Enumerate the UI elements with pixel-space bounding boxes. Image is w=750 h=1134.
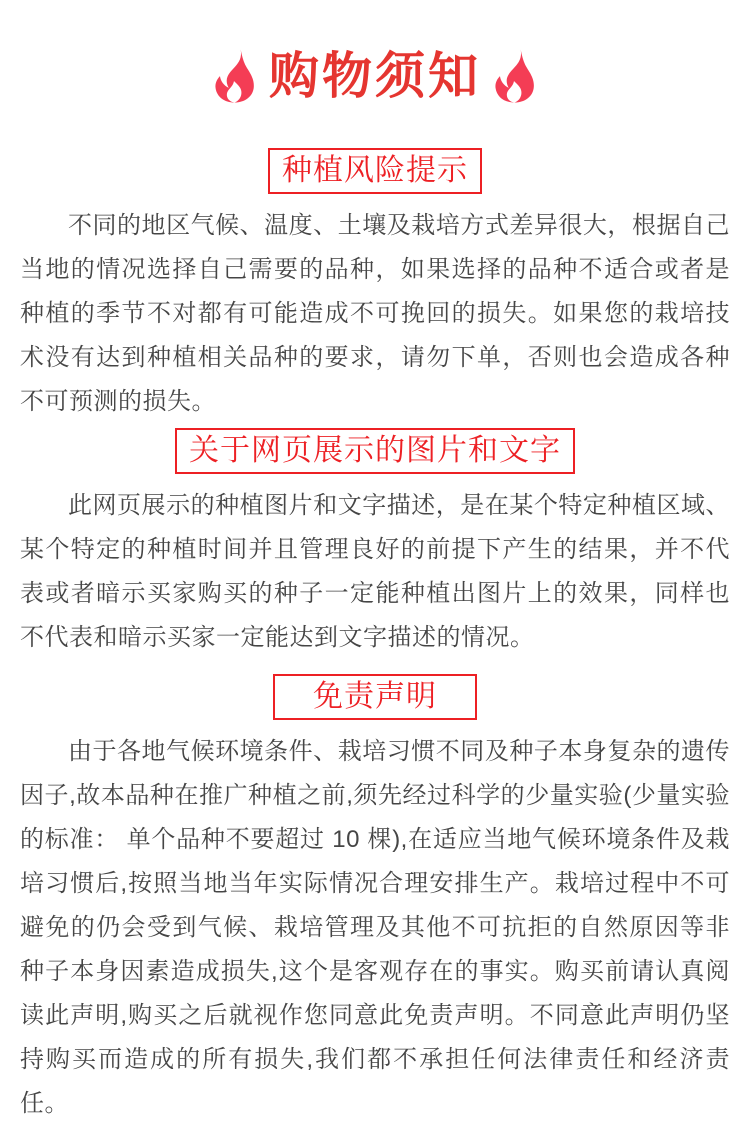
section-heading-planting-risk: 种植风险提示 [268,148,482,194]
section-disclaimer [0,674,750,1126]
section-images-and-text [0,428,750,660]
section-paragraph-planting-risk: 不同的地区气候、温度、土壤及栽培方式差异很大，根据自己当地的情况选择自己需要的品种，如果选择的品种不适合或者是种植的季节不对都有可能造成不可挽回的损失。如果您的栽培技术没有达到种植相关品种的要求，请勿下单，否则也会造成各种不可预测的损失。 [20,212,730,415]
fire-icon [211,45,259,107]
page-header [0,44,750,108]
section-planting-risk [0,148,750,424]
section-paragraph-images-and-text: 此网页展示的种植图片和文字描述，是在某个特定种植区域、某个特定的种植时间并且管理良好的前提下产生的结果，并不代表或者暗示买家购买的种子一定能种植出图片上的效果，同样也不代表和暗示买家一定能达到文字描述的情况。 [20,492,730,651]
section-heading-disclaimer: 免责声明 [273,674,477,720]
section-paragraph-disclaimer: 由于各地气候环境条件、栽培习惯不同及种子本身复杂的遗传因子,故本品种在推广种植之前,须先经过科学的少量实验(少量实验的标准： 单个品种不要超过 10 棵),在适应当地气候环境条件及栽培习惯后,按照当地当年实际情况合理安排生产。栽培过程中不可避免的仍会受到气候、栽培管理及其他不可抗拒的自然原因等非种子本身因素造成损失,这个是客观存在的事实。购买前请认真阅读此声明,购买之后就视作您同意此免责声明。不同意此声明仍坚持购买而造成的所有损失,我们都不承担任何法律责任和经济责任。 [20,738,730,1117]
page-title: 购物须知 [269,48,481,104]
section-heading-images-and-text: 关于网页展示的图片和文字 [175,428,575,474]
fire-icon [491,45,539,107]
